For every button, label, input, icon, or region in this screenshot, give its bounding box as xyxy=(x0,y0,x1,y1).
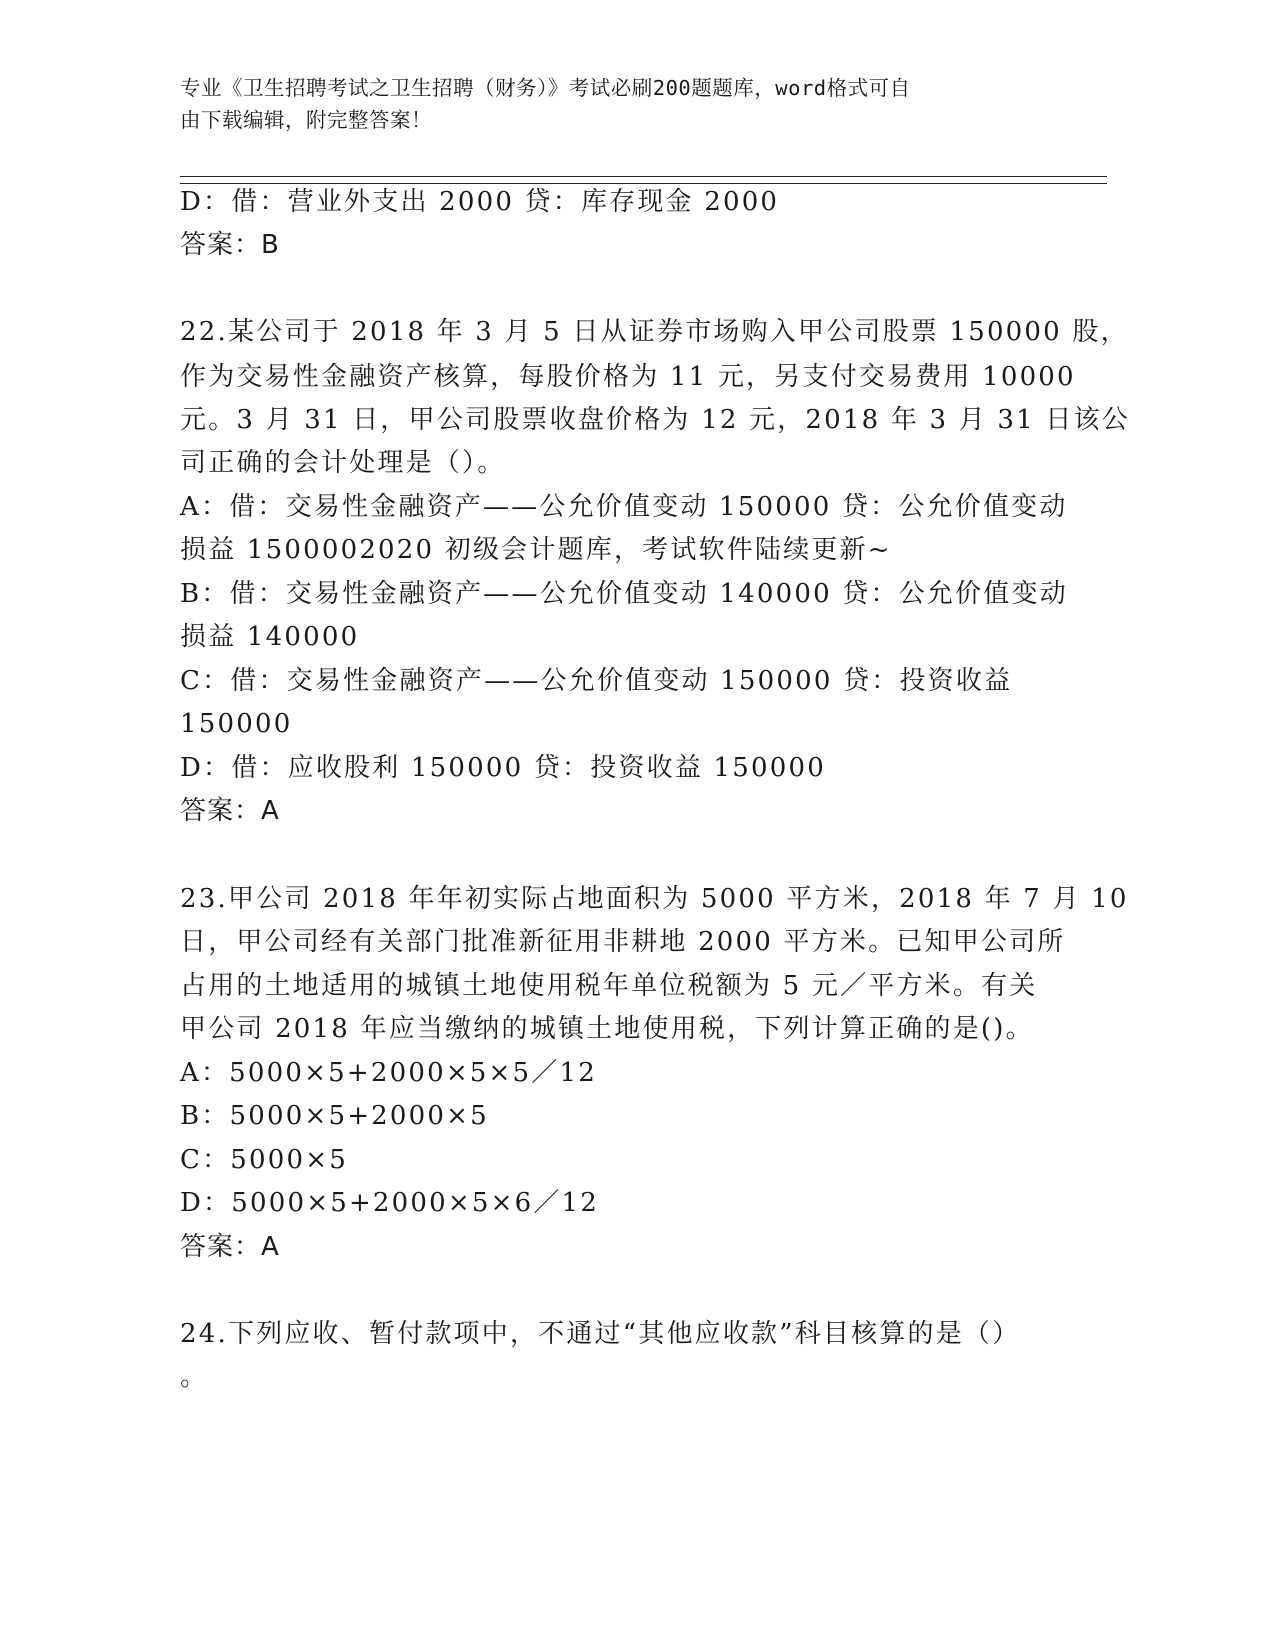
question-23-line-2: 日，甲公司经有关部门批准新征用非耕地 2000 平方米。已知甲公司所 xyxy=(180,927,1066,957)
question-24-line-2: 。 xyxy=(180,1362,209,1392)
question-23-line-3: 占用的土地适用的城镇土地使用税年单位税额为 5 元／平方米。有关 xyxy=(180,971,1038,1001)
answer-line: 答案：A xyxy=(180,1232,280,1262)
option-c-line-2: 150000 xyxy=(180,709,293,739)
question-22-line-4: 司正确的会计处理是（）。 xyxy=(180,448,506,478)
option-c-line-1: C：借：交易性金融资产——公允价值变动 150000 贷：投资收益 xyxy=(180,666,1013,696)
option-d: D：5000×5+2000×5×6／12 xyxy=(180,1188,600,1218)
option-b: B：5000×5+2000×5 xyxy=(180,1101,489,1131)
question-24-line-1: 24.下列应收、暂付款项中，不通过“其他应收款”科目核算的是（） xyxy=(180,1319,1021,1349)
header-line-1: 专业《卫生招聘考试之卫生招聘（财务）》考试必刷200题题库，word格式可自 xyxy=(180,76,911,100)
question-22-line-1: 22.某公司于 2018 年 3 月 5 日从证券市场购入甲公司股票 150000 股， xyxy=(180,317,1129,347)
option-d: D：借：应收股利 150000 贷：投资收益 150000 xyxy=(180,753,826,783)
option-a-line-1: A：借：交易性金融资产——公允价值变动 150000 贷：公允价值变动 xyxy=(180,492,1068,522)
question-23-line-1: 23.甲公司 2018 年年初实际占地面积为 5000 平方米，2018 年 7 月 10 xyxy=(180,884,1129,914)
answer-line: 答案：B xyxy=(180,230,280,260)
header-line-2: 由下载编辑，附完整答案！ xyxy=(180,108,432,132)
option-b-line-1: B：借：交易性金融资产——公允价值变动 140000 贷：公允价值变动 xyxy=(180,579,1068,609)
option-d: D：借：营业外支出 2000 贷：库存现金 2000 xyxy=(180,187,780,217)
question-23-line-4: 甲公司 2018 年应当缴纳的城镇土地使用税，下列计算正确的是()。 xyxy=(180,1014,1034,1044)
header-divider xyxy=(180,176,1107,184)
question-22-line-2: 作为交易性金融资产核算，每股价格为 11 元，另支付交易费用 10000 xyxy=(180,362,1076,392)
option-a-line-2: 损益 1500002020 初级会计题库，考试软件陆续更新~ xyxy=(180,535,892,565)
option-c: C：5000×5 xyxy=(180,1145,348,1175)
option-a: A：5000×5+2000×5×5／12 xyxy=(180,1058,597,1088)
page-header xyxy=(180,72,1050,136)
question-22-line-3: 元。3 月 31 日，甲公司股票收盘价格为 12 元，2018 年 3 月 31 日该公 xyxy=(180,405,1130,435)
option-b-line-2: 损益 140000 xyxy=(180,622,360,652)
answer-line: 答案：A xyxy=(180,796,280,826)
